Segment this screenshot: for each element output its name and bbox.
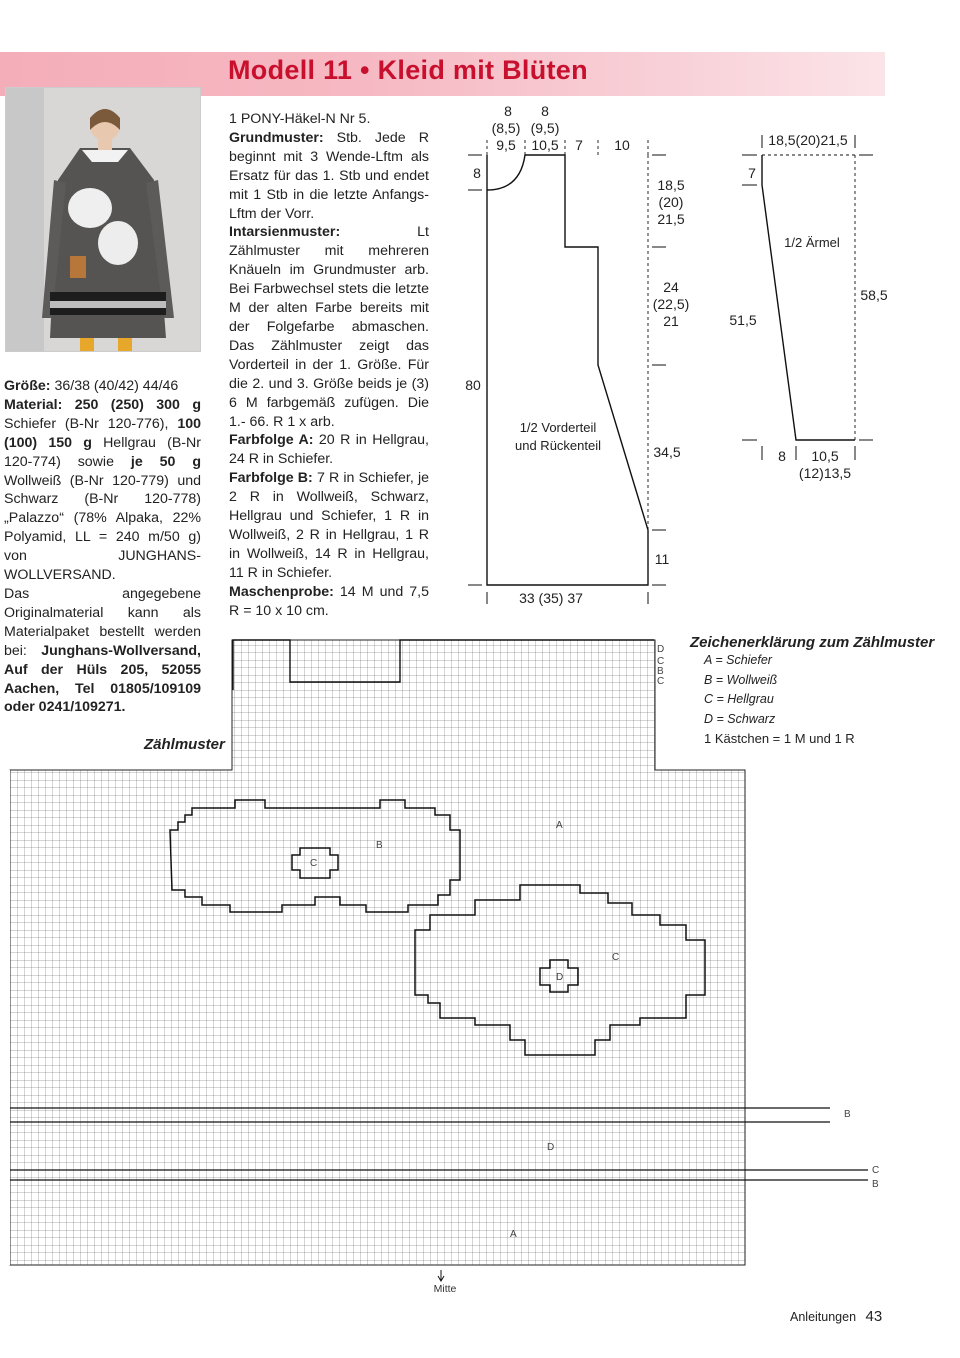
body-label-2: und Rückenteil: [515, 438, 601, 453]
sleeve-dim-bottom-8: 8: [778, 448, 786, 464]
dim-left-80: 80: [465, 377, 481, 393]
sleeve-dim-top: 18,5(20)21,5: [768, 132, 848, 148]
model-photo: [5, 87, 201, 352]
dim-top-b: 8: [541, 103, 549, 119]
sleeve-dim-bottom-a: 10,5: [811, 448, 839, 464]
crochet-chart: [0, 630, 900, 1300]
dim-r3: 34,5: [653, 444, 681, 460]
sleeve-outline: [762, 155, 855, 440]
row-label-d: D: [657, 644, 665, 655]
body-label-1: 1/2 Vorderteil: [519, 420, 597, 435]
maschenprobe-paragraph: Maschenprobe: 14 M und 7,5 R = 10 x 10 cm.: [229, 583, 429, 619]
dim-r2b: (22,5): [652, 296, 690, 312]
row-label-b3: B: [872, 1179, 879, 1190]
page-footer: [790, 1308, 882, 1325]
sleeve-dim-right: 58,5: [860, 287, 888, 303]
legend-item-b: B = Wollweiß: [704, 672, 778, 687]
dim-left-8: 8: [473, 165, 481, 181]
hook-line: 1 PONY-Häkel-N Nr 5.: [229, 111, 371, 127]
sleeve-dim-bottom-b: (12)13,5: [798, 465, 852, 481]
row-label-c3: C: [872, 1165, 880, 1176]
sleeve-label: 1/2 Ärmel: [784, 235, 840, 250]
model-photo-illustration: [6, 88, 200, 351]
page-title: Modell 11 • Kleid mit Blüten: [228, 55, 588, 85]
dim-top-a: 8: [504, 103, 512, 119]
footer-section: Anleitungen: [790, 1310, 857, 1324]
page-number: 43: [865, 1308, 883, 1325]
chart-letter-a-top: A: [556, 820, 563, 831]
dim-top-b2: (9,5): [530, 120, 560, 136]
dim-top-d: 10,5: [531, 137, 559, 153]
sleeve-dim-7: 7: [748, 165, 756, 181]
body-schematic: [455, 98, 690, 610]
material-paragraph: Material: 250 (250) 300 g Schiefer (B-Nr 120-776), 100 (100) 150 g Hellgrau (B-Nr 120-774) sowie je 50 g Wollweiß (B-Nr 120-779) und Schwarz (B-Nr 120-778) „Palazzo“ (78% Alpaka, 22% Polyamid, LL = 240 m/50 g) von JUNGHANS-WOLLVERSAND.: [4, 396, 201, 584]
farbfolge-a-paragraph: Farbfolge A: 20 R in Hellgrau, 24 R in Schiefer.: [229, 432, 429, 468]
row-label-c1: C: [657, 656, 665, 667]
legend-item-c: C = Hellgrau: [704, 692, 774, 706]
farbfolge-b-paragraph: Farbfolge B: 7 R in Schiefer, je 2 R in Wollweiß, Schwarz, Hellgrau und Schiefer, 1 R in Wollweiß, 2 R in Hellgrau, 1 R in Wollweiß, 14 R in Hellgrau, 11 R in Schiefer.: [229, 470, 429, 581]
legend-title: Zeichenerklärung zum Zählmuster: [690, 634, 935, 651]
chart-letter-b-flower: B: [376, 840, 383, 851]
sleeve-dim-left: 51,5: [729, 312, 757, 328]
legend-item-a: A = Schiefer: [704, 653, 772, 667]
order-paragraph: Das angegebene Originalmaterial kann als Materialpaket bestellt werden bei: Junghans-Wollversand, Auf der Hüls 205, 52055 Aachen, Tel 01805/109109 oder 0241/109271.: [4, 585, 201, 716]
grundmuster-paragraph: Grundmuster: Stb. Jede R beginnt mit 3 Wende-Lftm als Ersatz für das 1. Stb und endet mit 1 Stb in die letzte Anfangs-Lftm der Vorr.: [229, 129, 429, 222]
size-paragraph: Größe: 36/38 (40/42) 44/46: [4, 378, 179, 394]
chart-letter-c-flower: C: [612, 952, 620, 963]
dim-r1b: (20): [658, 194, 684, 210]
row-label-c2: C: [657, 676, 665, 687]
body-outline: [487, 155, 648, 585]
dim-r4: 11: [654, 551, 670, 567]
legend-note: 1 Kästchen = 1 M und 1 R: [704, 731, 855, 746]
chart-letter-d-stripe: D: [547, 1142, 555, 1153]
dim-top-a2: (8,5): [491, 120, 521, 136]
dim-top-e: 7: [575, 137, 583, 153]
dim-top-f: 10: [614, 137, 630, 153]
chart-title: Zählmuster: [144, 736, 225, 753]
dim-r2c: 21: [663, 313, 679, 329]
dim-bottom: 33 (35) 37: [519, 590, 583, 606]
chart-letter-c-center: C: [310, 858, 318, 869]
center-marker-label: Mitte: [433, 1283, 457, 1295]
intarsien-paragraph: Intarsienmuster: Lt Zählmuster mit mehreren Knäueln im Grundmuster arb. Bei Farbwechsel stets die letzte M der alten Farbe bereits mit der Folgefarbe abmaschen. Das Zählmuster zeigt das Vorderteil in der 1. Größe. Für die 2. und 3. Größe beids je (3) 6 M farbgemäß zufügen. Die 1.- 66. R 1 x arb.: [229, 224, 429, 430]
row-label-b1: B: [657, 666, 664, 677]
legend-item-d: D = Schwarz: [704, 711, 776, 726]
sleeve-schematic: [725, 125, 895, 485]
dim-r1c: 21,5: [657, 211, 685, 227]
chart-letter-a-bottom: A: [510, 1229, 517, 1240]
dim-r1a: 18,5: [657, 177, 685, 193]
dim-top-c: 9,5: [496, 137, 516, 153]
dim-r2a: 24: [663, 279, 679, 295]
chart-letter-d-center: D: [556, 972, 564, 983]
middle-column: [229, 110, 429, 620]
row-label-b2: B: [844, 1109, 851, 1120]
